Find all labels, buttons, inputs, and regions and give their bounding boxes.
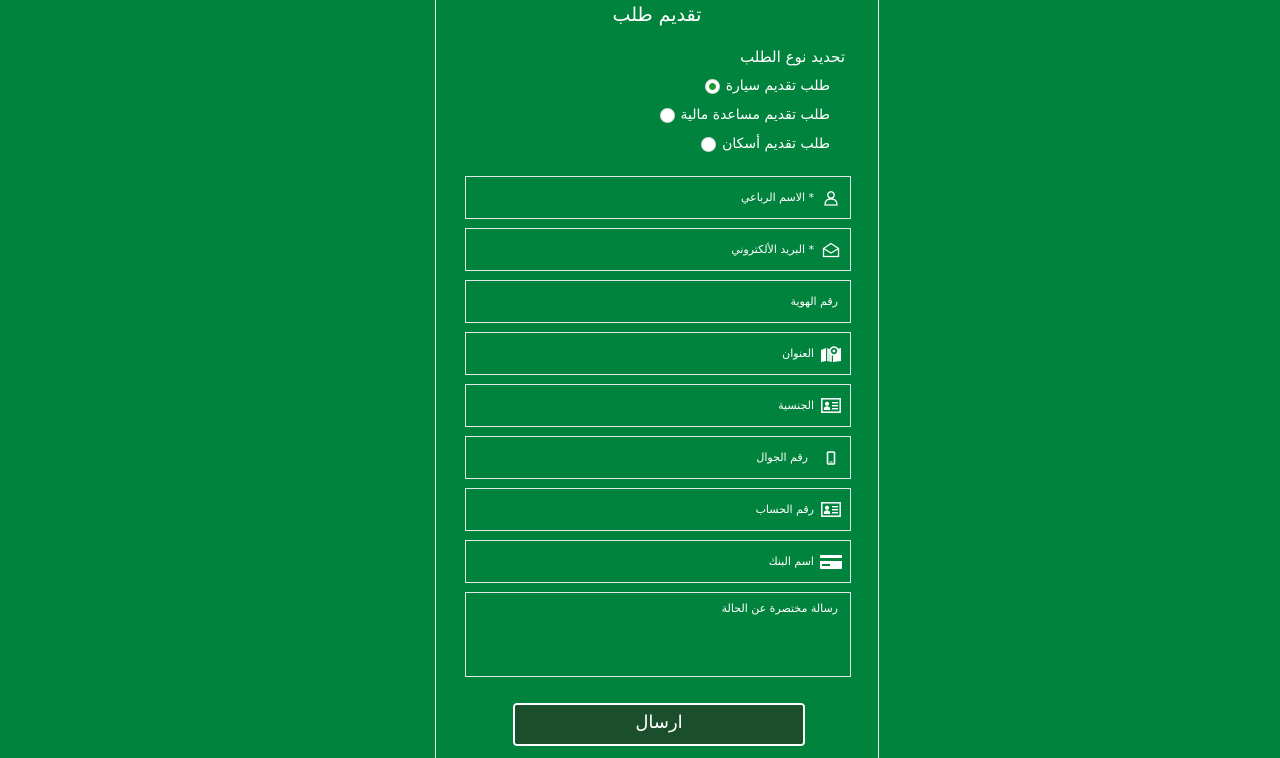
form-title: تقديم طلب (612, 4, 702, 26)
account-number-field[interactable] (465, 488, 851, 531)
full-name-placeholder: * الاسم الرباعي (741, 191, 814, 204)
submit-button[interactable]: ارسال (513, 703, 805, 746)
id-number-field[interactable] (465, 280, 851, 323)
bank-name-placeholder: اسم البنك (768, 555, 814, 568)
radio-button-housing[interactable] (701, 137, 716, 152)
id-card-icon (820, 499, 842, 521)
map-location-icon (820, 343, 842, 365)
radio-option-car[interactable] (705, 78, 830, 94)
radio-label-financial-aid[interactable]: طلب تقديم مساعدة مالية (680, 107, 830, 123)
request-type-label: تحديد نوع الطلب (740, 48, 845, 66)
radio-label-housing[interactable]: طلب تقديم أسكان (722, 136, 830, 152)
radio-button-car[interactable] (705, 79, 720, 94)
envelope-open-icon (820, 239, 842, 261)
id-card-icon (820, 395, 842, 417)
address-placeholder: العنوان (782, 347, 814, 360)
bank-name-field[interactable] (465, 540, 851, 583)
email-placeholder: * البريد الألكتروني (731, 243, 814, 256)
mobile-phone-icon (820, 447, 842, 469)
message-textarea[interactable] (465, 592, 851, 677)
radio-label-car[interactable]: طلب تقديم سيارة (725, 78, 830, 94)
radio-option-financial-aid[interactable] (660, 107, 830, 123)
account-number-placeholder: رقم الحساب (755, 503, 814, 516)
radio-button-financial-aid[interactable] (660, 108, 675, 123)
nationality-placeholder: الجنسية (778, 399, 814, 412)
email-field[interactable] (465, 228, 851, 271)
full-name-field[interactable] (465, 176, 851, 219)
mobile-placeholder: رقم الجوال (756, 451, 808, 464)
id-number-placeholder: رقم الهوية (790, 295, 838, 308)
credit-card-icon (820, 551, 842, 573)
nationality-field[interactable] (465, 384, 851, 427)
mobile-field[interactable] (465, 436, 851, 479)
user-icon (820, 187, 842, 209)
message-placeholder: رسالة مختصرة عن الحالة (721, 602, 838, 615)
radio-option-housing[interactable] (701, 136, 830, 152)
address-field[interactable] (465, 332, 851, 375)
request-form-panel (435, 0, 879, 758)
